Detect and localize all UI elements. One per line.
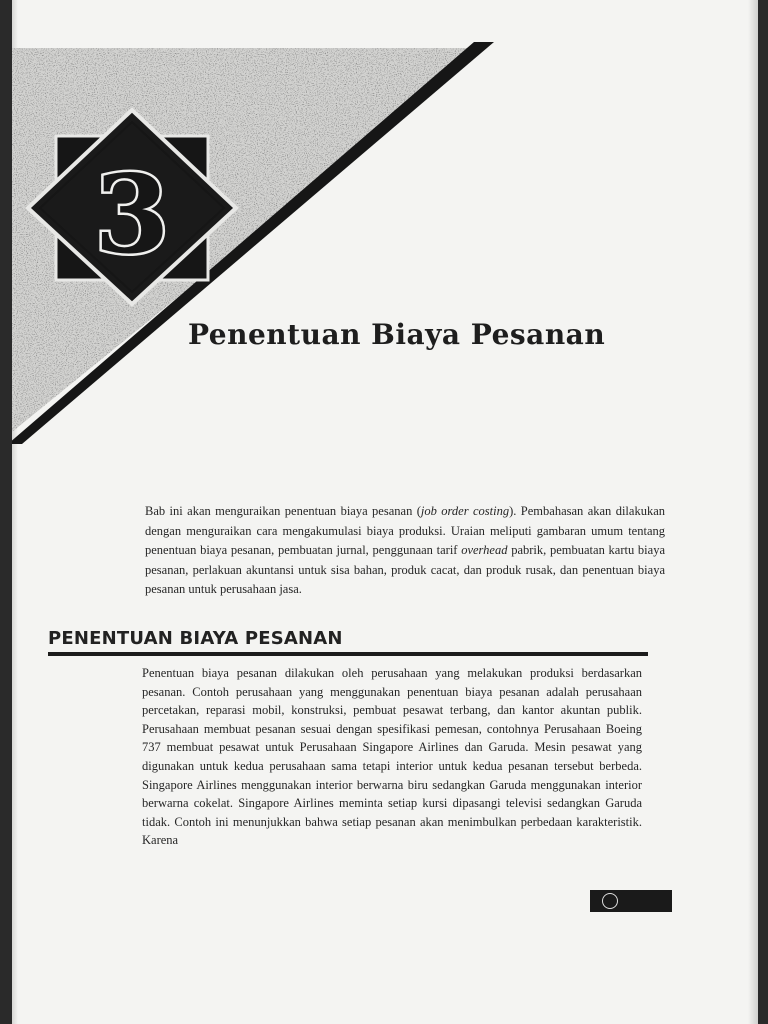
- intro-text-2: ). Pembahasan akan dilakukan dengan menguraikan cara mengakumulasi biaya produksi. Uraian meliputi gambaran umum tentang penentuan biaya pesanan, pembuatan jurnal, penggunaan tarif: [145, 504, 665, 557]
- section-body-paragraph: Penentuan biaya pesanan dilakukan oleh perusahaan yang melakukan produksi berdasarkan pesanan. Contoh perusahaan yang menggunakan penentuan biaya pesanan adalah perusahaan percetakan, reparasi mobil, konstruksi, pembuat pesawat terbang, dan kantor akuntan publik. Perusahaan membuat pesanan sesuai dengan spesifikasi pemesan, contohnya Perusahaan Boeing 737 membuat pesawat untuk Perusahaan Singapore Airlines dan Garuda. Mesin pesawat yang digunakan untuk kedua perusahaan sama tetapi interior untuk kedua pesanan tersebut berbeda. Singapore Airlines menggunakan interior berwarna biru sedangkan Garuda menggunakan interior berwarna cokelat. Singapore Airlines meminta setiap kursi dipasangi televisi sedangkan Garuda tidak. Contoh ini menunjukkan bahwa setiap pesanan akan menimbulkan perbedaan karakteristik. Karena: [142, 666, 642, 848]
- section-divider: [48, 652, 648, 656]
- diamond-square-emblem-icon: [28, 110, 236, 304]
- page-number-ring-icon: [602, 893, 618, 909]
- page-number-tab-icon: [590, 890, 672, 912]
- intro-text-1: Bab ini akan menguraikan penentuan biaya pesanan (: [145, 504, 421, 518]
- intro-text-3: pabrik, pembuatan kartu biaya pesanan, perlakuan akuntansi untuk sisa bahan, produk cacat, dan produk rusak, dan penentuan biaya pesanan untuk perusahaan jasa.: [145, 543, 666, 596]
- chapter-title: Penentuan Biaya Pesanan: [188, 318, 606, 351]
- book-page: [12, 0, 758, 1024]
- intro-italic-overhead: overhead: [461, 543, 508, 557]
- chapter-number: 3: [94, 152, 170, 278]
- intro-italic-job-order-costing: job order costing: [420, 504, 510, 518]
- chapter-intro-paragraph: [145, 502, 665, 600]
- section-heading: PENENTUAN BIAYA PESANAN: [48, 628, 343, 649]
